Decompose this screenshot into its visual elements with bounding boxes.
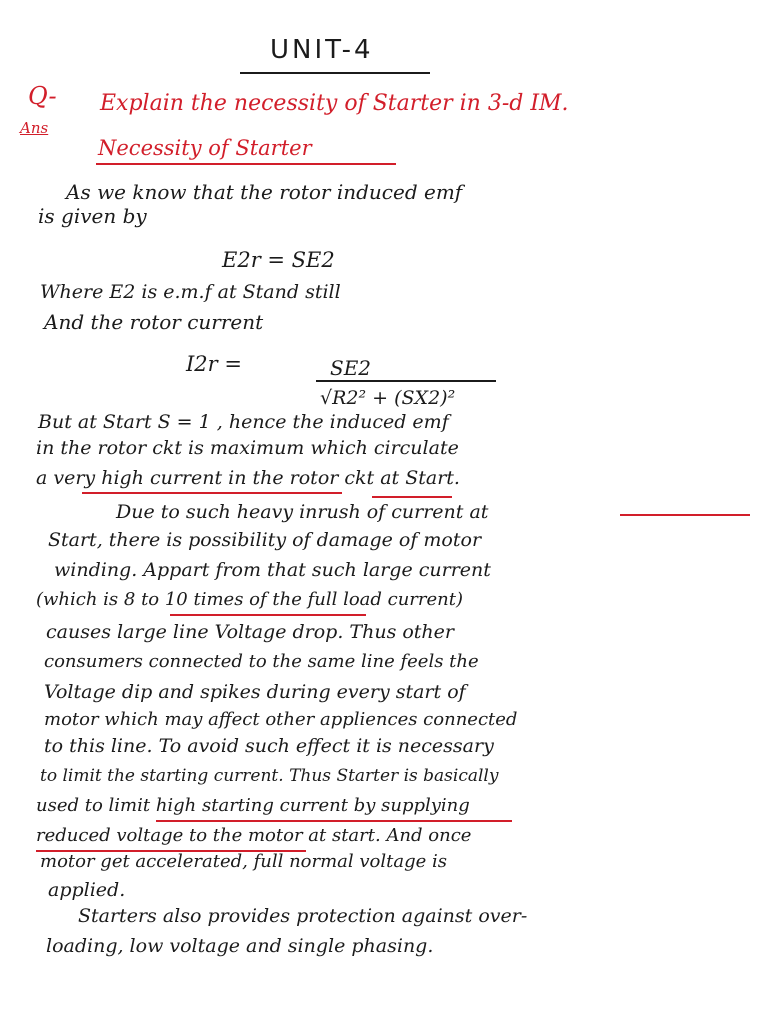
answer-heading: Necessity of Starter <box>98 136 312 160</box>
text-line-but-at-start: But at Start S = 1 , hence the induced emf <box>38 411 449 433</box>
underline-8-to-10-times <box>170 614 366 616</box>
text-line-avoid: to this line. To avoid such effect it is necessary <box>44 735 494 757</box>
page-title: UNIT-4 <box>270 35 374 65</box>
answer-marker: Ans <box>20 119 49 137</box>
text-line-limit: to limit the starting current. Thus Starter is basically <box>40 766 499 786</box>
underline-at-start <box>620 514 750 516</box>
text-line-consumers: consumers connected to the same line feels the <box>44 651 479 672</box>
text-line-winding: winding. Appart from that such large current <box>54 559 491 581</box>
underline-in-the-rotor <box>372 496 452 498</box>
equation-i2r-numerator: SE2 <box>330 356 372 380</box>
text-line-reduced-voltage: reduced voltage to the motor at start. And once <box>36 825 472 846</box>
underline-very-high-current <box>82 492 342 494</box>
text-line-where: Where E2 is e.m.f at Stand still <box>40 281 341 303</box>
fraction-bar <box>316 380 496 382</box>
text-line-inrush: Due to such heavy inrush of current at <box>116 501 489 523</box>
text-line-applied: applied. <box>48 879 126 901</box>
equation-i2r-lhs: I2r = <box>186 352 242 376</box>
text-line-rotor-ckt: in the rotor ckt is maximum which circulate <box>36 437 459 459</box>
text-line-rotor-current: And the rotor current <box>44 310 264 334</box>
text-line-used-to: used to limit high starting current by supplying <box>36 795 470 816</box>
text-line-voltage-dip: Voltage dip and spikes during every start of <box>44 681 466 703</box>
question-text: Explain the necessity of Starter in 3-d IM. <box>100 91 569 116</box>
text-line-protection: Starters also provides protection against over- <box>78 905 528 927</box>
text-line-damage: Start, there is possibility of damage of motor <box>48 529 482 551</box>
title-underline <box>240 72 430 74</box>
text-line-accelerated: motor get accelerated, full normal voltage is <box>40 851 447 872</box>
text-line-2: is given by <box>38 204 147 228</box>
equation-e2r: E2r = SE2 <box>222 248 335 272</box>
text-line-1: As we know that the rotor induced emf <box>66 180 463 204</box>
text-line-high-current: a very high current in the rotor ckt at Start. <box>36 467 460 489</box>
text-line-motor-affect: motor which may affect other appliences connected <box>44 709 518 730</box>
text-line-loading: loading, low voltage and single phasing. <box>46 935 434 957</box>
underline-limit-high-starting <box>156 820 512 822</box>
text-line-causes: causes large line Voltage drop. Thus other <box>46 621 454 643</box>
question-marker: Q- <box>28 82 57 110</box>
equation-i2r-denominator: √R2² + (SX2)² <box>320 387 456 409</box>
heading-underline <box>96 163 396 165</box>
text-line-8-to-10: (which is 8 to 10 times of the full load current) <box>36 589 464 610</box>
